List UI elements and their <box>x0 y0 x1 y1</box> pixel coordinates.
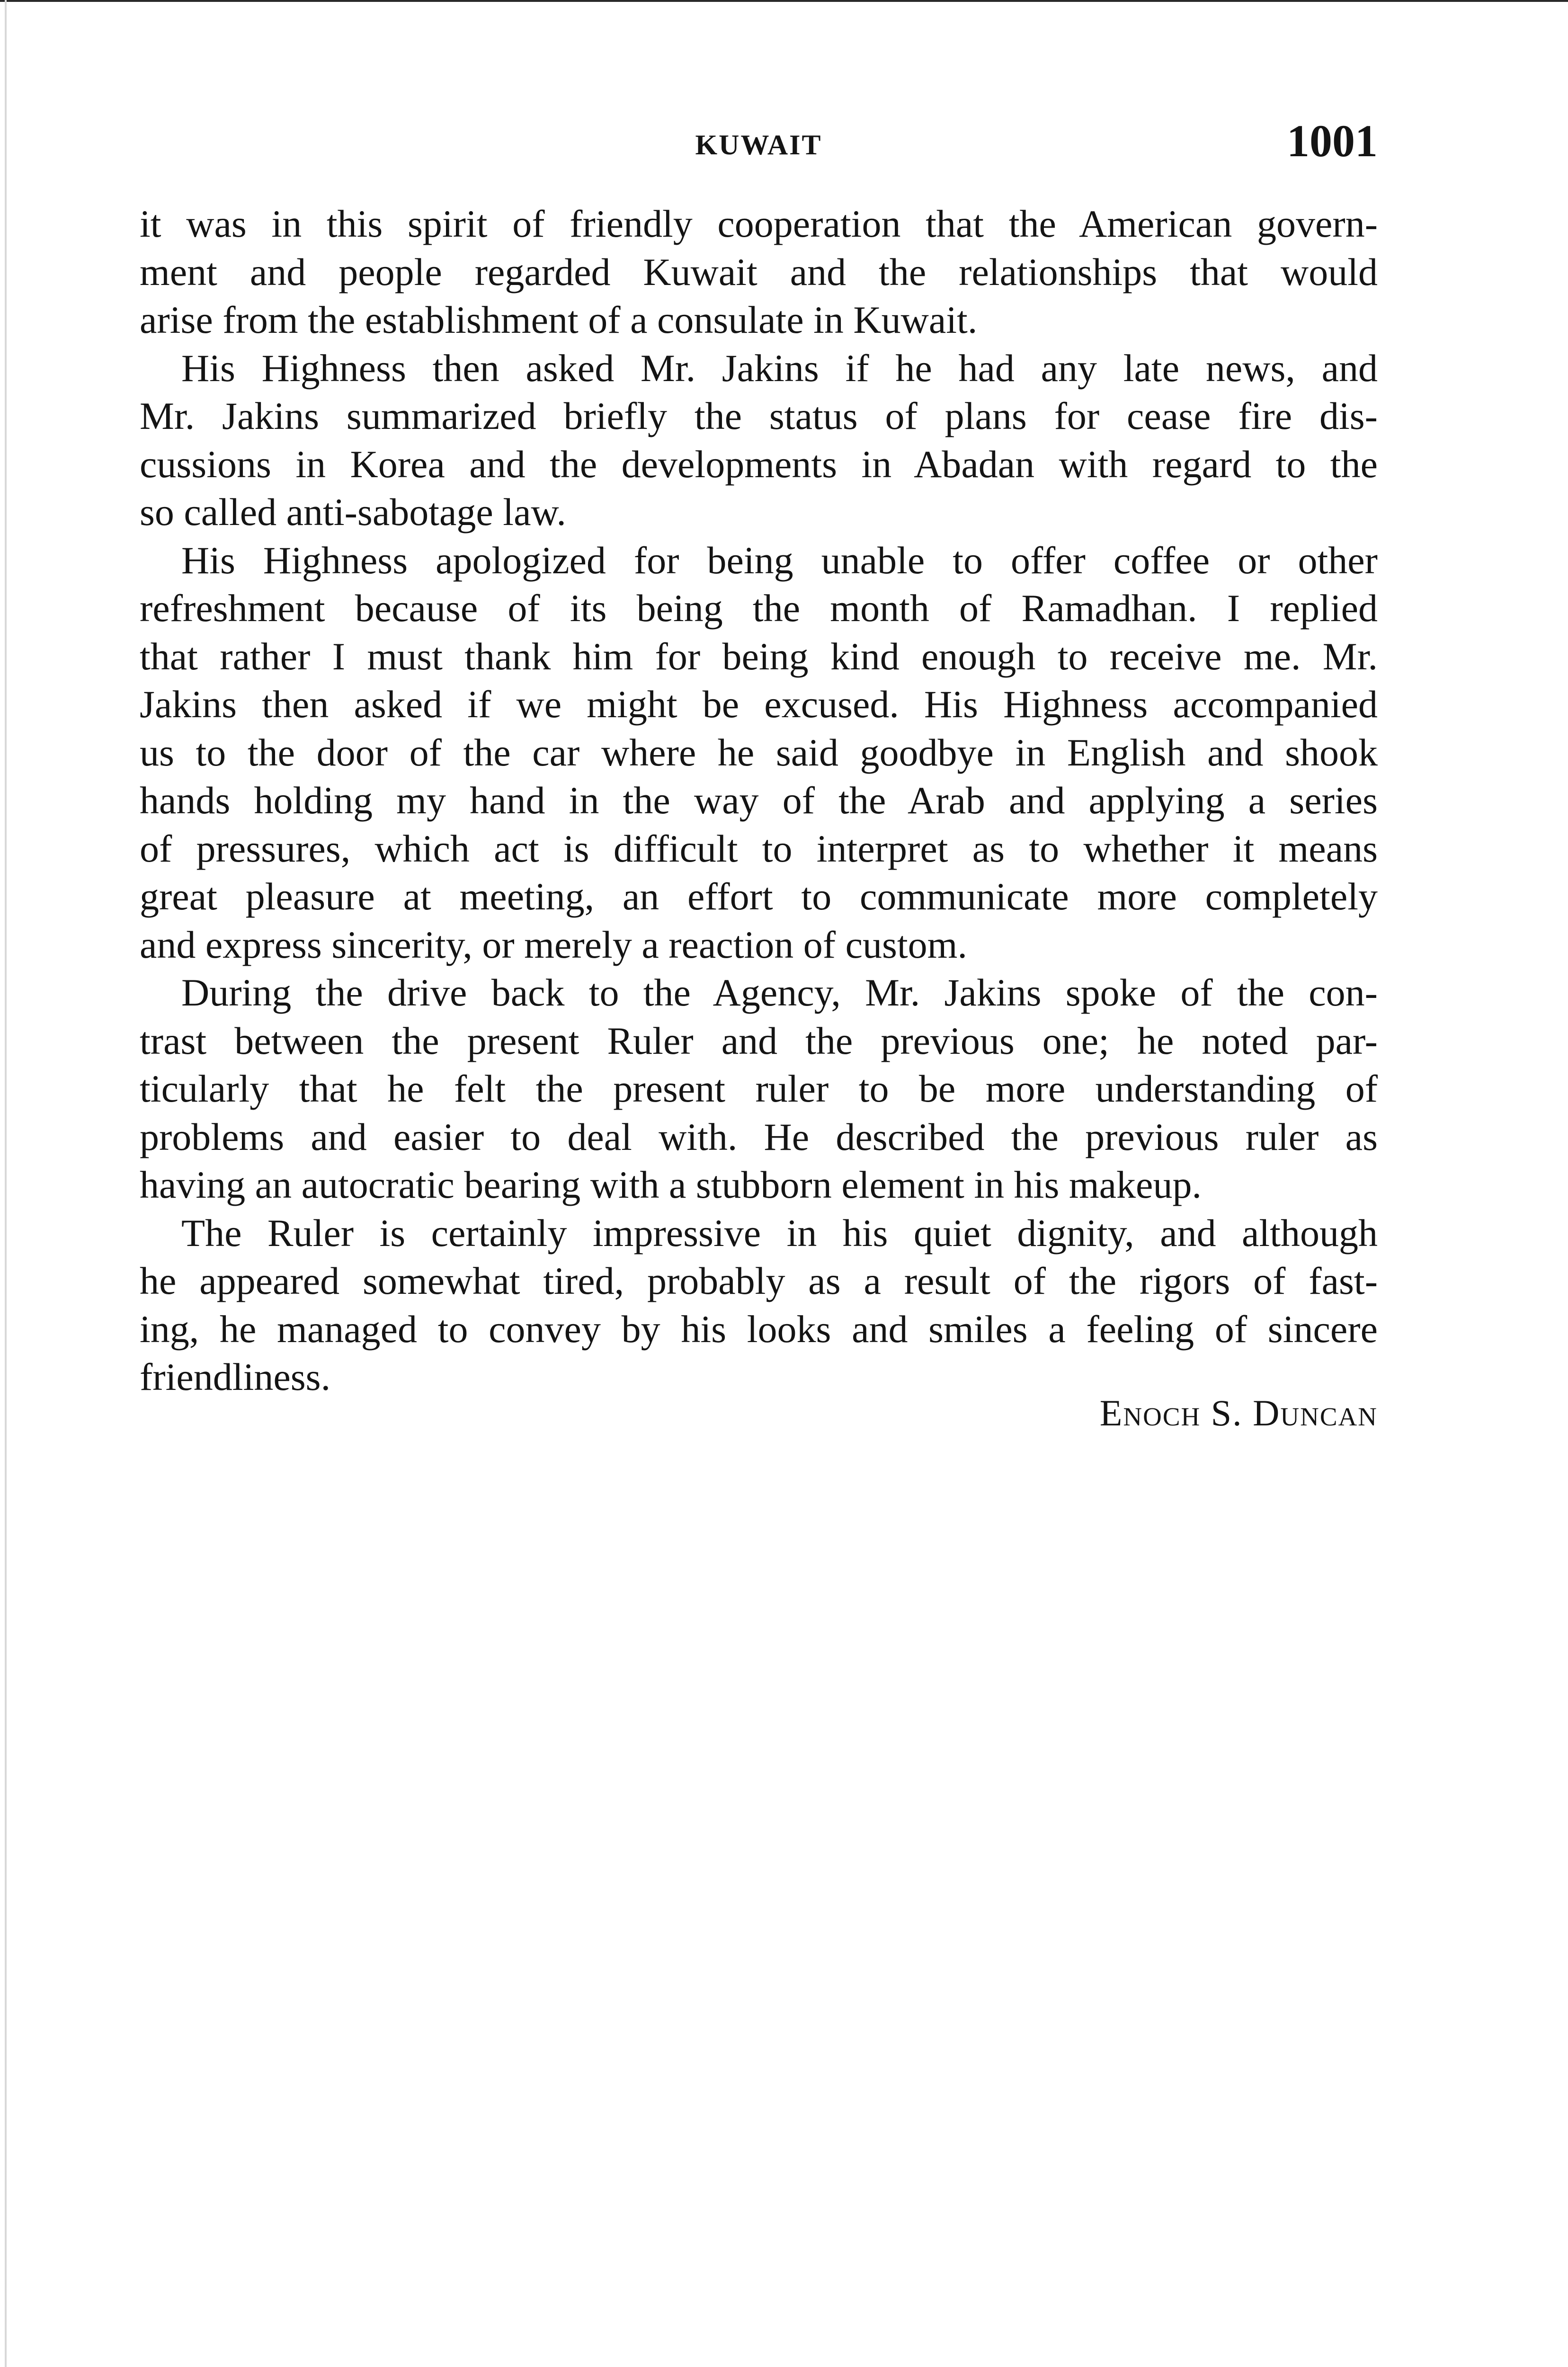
text-line: His Highness then asked Mr. Jakins if he had any late news, and <box>181 346 1378 390</box>
text-line: so called anti-sabotage law. <box>140 490 566 534</box>
text-line: The Ruler is certainly impressive in his quiet dignity, and although <box>181 1211 1378 1255</box>
text-line: His Highness apologized for being unable to offer coffee or other <box>181 538 1378 582</box>
text-line: having an autocratic bearing with a stubborn element in his makeup. <box>140 1163 1202 1206</box>
text-line: cussions in Korea and the developments in Abadan with regard to the <box>140 442 1378 486</box>
text-line: of pressures, which act is difficult to interpret as to whether it means <box>140 827 1378 870</box>
text-line: trast between the present Ruler and the previous one; he noted par- <box>140 1019 1378 1062</box>
text-line: arise from the establishment of a consulate in Kuwait. <box>140 298 978 341</box>
signature: Enoch S. Duncan <box>1099 1392 1378 1433</box>
body-text <box>140 200 1378 1401</box>
page-number: 1001 <box>1287 116 1378 166</box>
text-line: he appeared somewhat tired, probably as a result of the rigors of fast- <box>140 1259 1378 1302</box>
text-line: problems and easier to deal with. He described the previous ruler as <box>140 1115 1378 1158</box>
running-head <box>140 118 1378 170</box>
text-line: that rather I must thank him for being kind enough to receive me. Mr. <box>140 634 1378 678</box>
text-line: us to the door of the car where he said goodbye in English and shook <box>140 730 1378 774</box>
page-top-edge <box>0 0 1568 2</box>
text-line: Mr. Jakins summarized briefly the status of plans for cease fire dis- <box>140 394 1378 437</box>
text-line: During the drive back to the Agency, Mr. Jakins spoke of the con- <box>181 971 1378 1014</box>
text-line: ing, he managed to convey by his looks and smiles a feeling of sincere <box>140 1307 1378 1351</box>
text-line: it was in this spirit of friendly cooperation that the American govern- <box>140 202 1378 245</box>
text-line: Jakins then asked if we might be excused. His Highness accompanied <box>140 683 1378 726</box>
text-line: refreshment because of its being the month of Ramadhan. I replied <box>140 587 1378 630</box>
text-line: ment and people regarded Kuwait and the relationships that would <box>140 250 1378 294</box>
text-line: great pleasure at meeting, an effort to communicate more completely <box>140 875 1378 918</box>
text-line: ticularly that he felt the present ruler to be more understanding of <box>140 1067 1378 1110</box>
text-line: hands holding my hand in the way of the Arab and applying a series <box>140 779 1378 822</box>
text-line: friendliness. <box>140 1355 331 1398</box>
running-title: KUWAIT <box>695 129 822 160</box>
page-left-edge <box>5 0 7 2367</box>
text-line: and express sincerity, or merely a reaction of custom. <box>140 923 967 966</box>
